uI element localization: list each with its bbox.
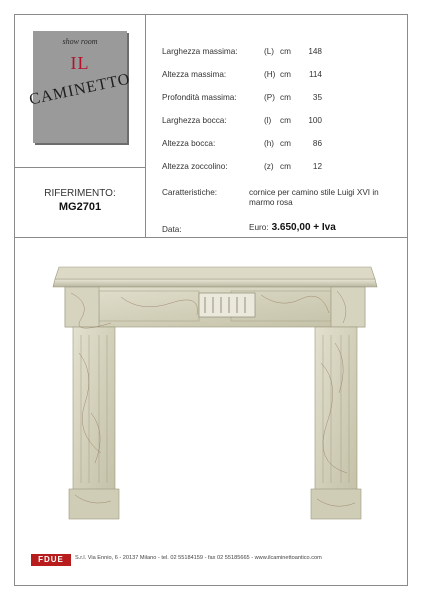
mantel-cornice bbox=[55, 267, 375, 279]
characteristics-label: Caratteristiche: bbox=[162, 188, 218, 197]
footer-brand-logo: FDUE bbox=[31, 554, 71, 566]
leg-right bbox=[315, 327, 357, 499]
spec-unit: cm bbox=[280, 116, 291, 125]
spec-value: 86 bbox=[312, 139, 322, 148]
spec-label: Altezza zoccolino: bbox=[162, 162, 228, 171]
spec-symbol: (P) bbox=[264, 93, 275, 102]
spec-symbol: (z) bbox=[264, 162, 274, 171]
corner-block-right bbox=[331, 287, 365, 327]
vertical-divider bbox=[145, 15, 146, 237]
spec-value: 100 bbox=[308, 116, 322, 125]
corner-block-left bbox=[65, 287, 99, 327]
brand-logo bbox=[27, 31, 132, 143]
spec-value: 12 bbox=[312, 162, 322, 171]
product-sheet bbox=[14, 14, 408, 586]
plinth-left bbox=[69, 489, 119, 519]
leg-left bbox=[73, 327, 115, 499]
price-value: 3.650,00 + Iva bbox=[271, 222, 336, 233]
spec-label: Larghezza massima: bbox=[162, 47, 238, 56]
logo-wordmark: CAMINETTO bbox=[27, 70, 132, 109]
horizontal-divider bbox=[15, 237, 407, 238]
spec-symbol: (L) bbox=[264, 47, 275, 56]
spec-value: 148 bbox=[308, 47, 322, 56]
spec-unit: cm bbox=[280, 70, 291, 79]
footer-contact: S.r.l. Via Ennio, 6 - 20137 Milano - tel. 02 55184159 - fax 02 55185665 - www.ilcaminettoantico.com bbox=[75, 555, 322, 561]
spec-value: 114 bbox=[308, 70, 322, 79]
spec-symbol: (H) bbox=[264, 70, 276, 79]
logo-tagline: show room bbox=[62, 37, 98, 46]
price bbox=[249, 222, 336, 233]
footer bbox=[15, 553, 407, 573]
mantel-shelf bbox=[53, 279, 377, 287]
spec-label: Altezza bocca: bbox=[162, 139, 216, 148]
spec-unit: cm bbox=[280, 162, 291, 171]
reference-label: RIFERIMENTO: bbox=[44, 188, 116, 199]
center-tablet bbox=[199, 293, 255, 317]
reference-code: MG2701 bbox=[58, 201, 102, 213]
fireplace-photo bbox=[51, 263, 379, 521]
spec-symbol: (l) bbox=[264, 116, 272, 125]
plinth-right bbox=[311, 489, 361, 519]
spec-label: Profondità massima: bbox=[162, 93, 237, 102]
leg-flutes bbox=[81, 335, 349, 483]
spec-value: 35 bbox=[312, 93, 322, 102]
logo-il: IL bbox=[70, 53, 90, 73]
characteristics-text: cornice per camino stile Luigi XVI in marmo rosa bbox=[249, 188, 379, 207]
reference-divider bbox=[15, 167, 145, 168]
spec-unit: cm bbox=[280, 47, 291, 56]
date-label: Data: bbox=[162, 225, 182, 234]
spec-label: Larghezza bocca: bbox=[162, 116, 227, 125]
price-currency: Euro: bbox=[249, 223, 269, 232]
spec-unit: cm bbox=[280, 93, 291, 102]
spec-label: Altezza massima: bbox=[162, 70, 227, 79]
spec-unit: cm bbox=[280, 139, 291, 148]
spec-symbol: (h) bbox=[264, 139, 275, 148]
